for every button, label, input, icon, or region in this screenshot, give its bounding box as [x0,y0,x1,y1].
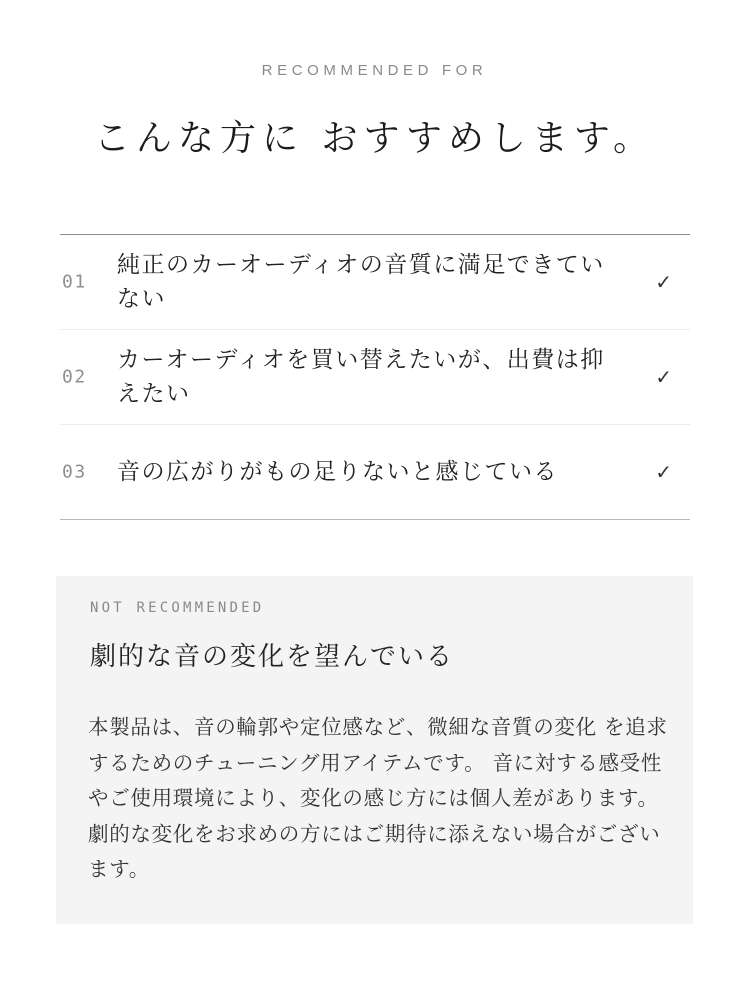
list-item [60,235,690,330]
list-item [60,330,690,425]
check-icon: ✓ [655,460,672,484]
panel-body: 本製品は、音の輪郭や定位感など、微細な音質の変化 を追求するためのチューニング用アイテムです。 音に対する感受性やご使用環境により、変化の感じ方には個人差があります。 劇的な変化をお求めの方にはご期待に添えない場合がございます。 [88,715,668,881]
page-title: こんな方に おすすめします。 [94,118,655,159]
item-number: 03 [62,461,87,483]
section-eyebrow: RECOMMENDED FOR [261,62,488,79]
item-number: 01 [62,271,87,293]
item-number: 02 [62,366,87,388]
panel-label: NOT RECOMMENDED [90,600,265,616]
item-text: カーオーディオを買い替えたいが、出費は抑えたい [117,347,605,407]
panel-title: 劇的な音の変化を望んでいる [90,642,455,672]
check-icon: ✓ [655,270,672,294]
item-text: 音の広がりがもの足りないと感じている [117,459,558,485]
not-recommended-panel [56,576,693,924]
recommended-list [60,234,690,520]
list-item [60,425,690,519]
item-text: 純正のカーオーディオの音質に満足できていない [117,252,605,312]
check-icon: ✓ [655,365,672,389]
